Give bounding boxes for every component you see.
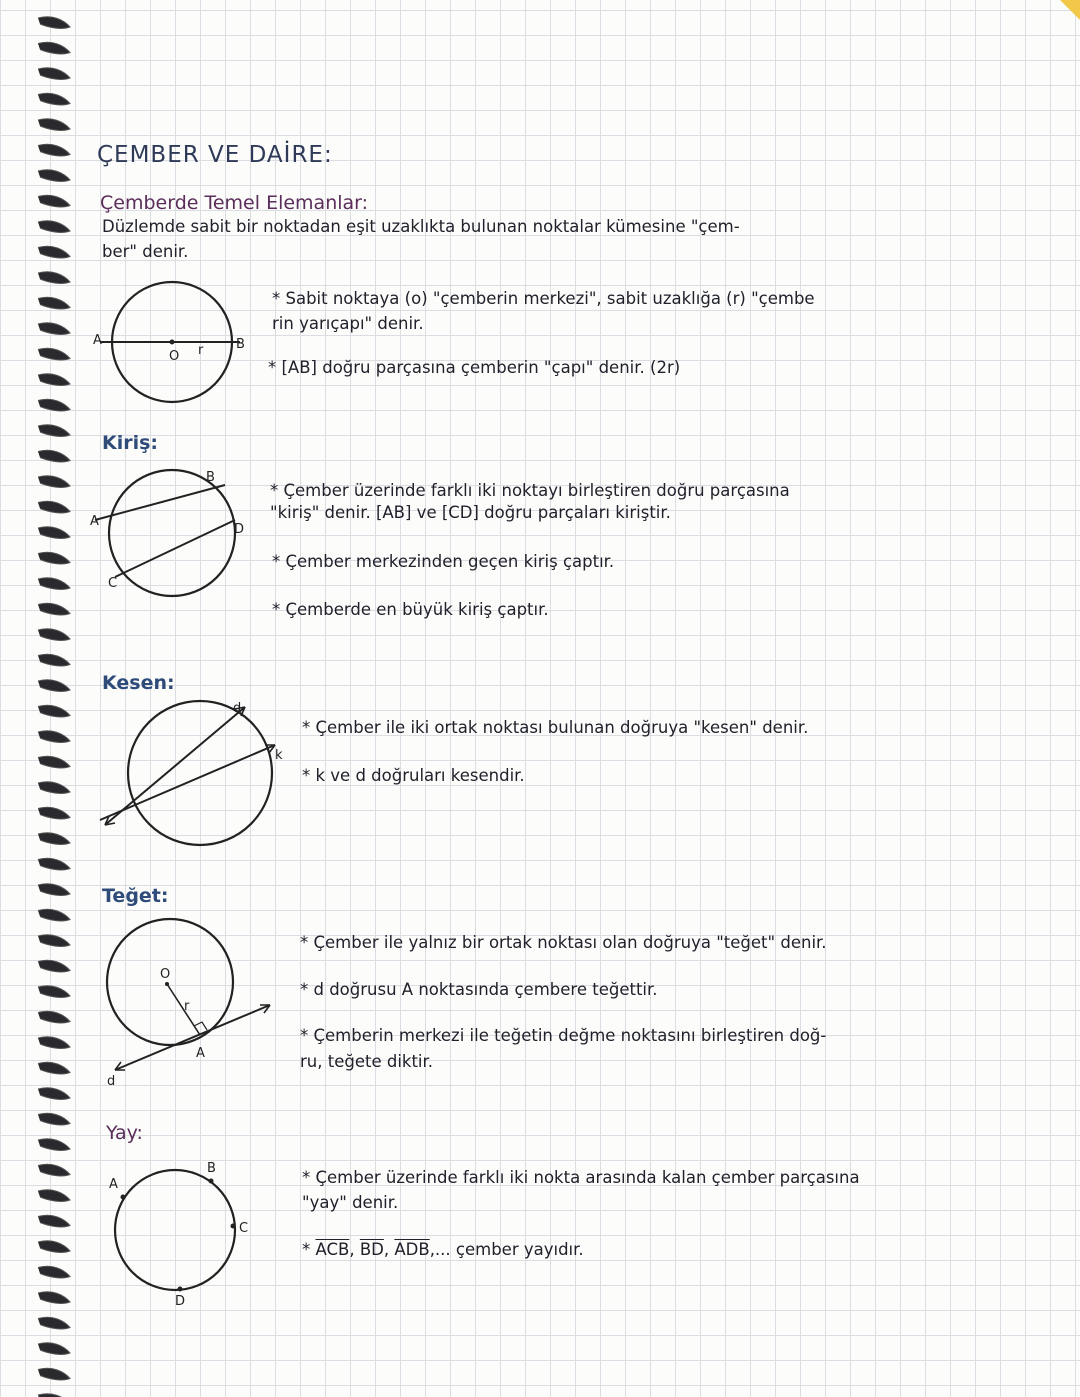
label-C: C xyxy=(108,576,118,591)
teget-note-3-line-1: * Çemberin merkezi ile teğetin değme noktasını birleştiren doğ- xyxy=(300,1026,827,1045)
spiral-ring xyxy=(38,909,70,921)
spiral-ring xyxy=(38,1343,70,1355)
yay-note-2-suffix: ,... çember yayıdır. xyxy=(429,1240,584,1259)
label-d: d xyxy=(233,701,242,716)
spiral-ring xyxy=(38,170,70,182)
temel-note-1-line-1: * Sabit noktaya (o) "çemberin merkezi", sabit uzaklığa (r) "çembe xyxy=(272,289,815,308)
section-heading-teget: Teğet: xyxy=(102,885,169,907)
figure-diameter xyxy=(90,280,260,410)
label-C: C xyxy=(239,1221,249,1236)
spiral-ring xyxy=(38,1011,70,1023)
kiris-note-1-line-1: * Çember üzerinde farklı iki noktayı birleştiren doğru parçasına xyxy=(270,481,790,500)
section-heading-yay: Yay: xyxy=(106,1122,143,1144)
teget-note-1: * Çember ile yalnız bir ortak noktası olan doğruya "teğet" denir. xyxy=(300,933,827,952)
spiral-ring xyxy=(38,119,70,131)
spiral-ring xyxy=(38,527,70,539)
section-heading-temel: Çemberde Temel Elemanlar: xyxy=(100,192,369,214)
spiral-ring xyxy=(38,960,70,972)
spiral-ring xyxy=(38,348,70,360)
spiral-ring xyxy=(38,374,70,386)
label-O: O xyxy=(160,967,171,982)
spiral-ring xyxy=(38,1164,70,1176)
spiral-ring xyxy=(38,833,70,845)
kiris-note-3: * Çemberde en büyük kiriş çaptır. xyxy=(272,600,549,619)
spiral-ring xyxy=(38,501,70,513)
spiral-ring xyxy=(38,1088,70,1100)
spiral-ring xyxy=(38,399,70,411)
definition-line-2: ber" denir. xyxy=(102,242,189,261)
label-D: D xyxy=(234,522,245,537)
spiral-ring xyxy=(38,1266,70,1278)
spiral-binding xyxy=(0,0,80,1397)
spiral-ring xyxy=(38,1037,70,1049)
spiral-ring xyxy=(38,144,70,156)
spiral-ring xyxy=(38,680,70,692)
spiral-ring xyxy=(38,1241,70,1253)
spiral-ring xyxy=(38,807,70,819)
label-B: B xyxy=(207,1161,216,1176)
label-D: D xyxy=(175,1294,186,1309)
spiral-ring xyxy=(38,68,70,80)
yay-note-2-prefix: * xyxy=(302,1240,311,1259)
section-heading-kesen: Kesen: xyxy=(102,672,175,694)
temel-note-2: * [AB] doğru parçasına çemberin "çapı" denir. (2r) xyxy=(268,358,681,377)
spiral-ring xyxy=(38,578,70,590)
label-A: A xyxy=(93,333,102,348)
spiral-ring xyxy=(38,476,70,488)
spiral-ring xyxy=(38,782,70,794)
spiral-ring xyxy=(38,935,70,947)
spiral-ring xyxy=(38,884,70,896)
spiral-ring xyxy=(38,1190,70,1202)
figure-arc xyxy=(105,1160,265,1310)
teget-note-3-line-2: ru, teğete diktir. xyxy=(300,1052,434,1071)
spiral-ring xyxy=(38,858,70,870)
spiral-ring xyxy=(38,603,70,615)
label-d: d xyxy=(107,1074,116,1089)
spiral-ring xyxy=(38,450,70,462)
page-title: ÇEMBER VE DAİRE: xyxy=(97,142,333,168)
kiris-note-1-line-2: "kiriş" denir. [AB] ve [CD] doğru parçaları kiriştir. xyxy=(270,503,671,522)
temel-note-1-line-2: rin yarıçapı" denir. xyxy=(272,314,424,333)
spiral-ring xyxy=(38,705,70,717)
figure-tangent xyxy=(100,925,290,1089)
spiral-ring xyxy=(38,1292,70,1304)
teget-note-2: * d doğrusu A noktasında çembere teğettir. xyxy=(300,980,658,999)
spiral-ring xyxy=(38,552,70,564)
spiral-ring xyxy=(38,1317,70,1329)
spiral-ring xyxy=(38,272,70,284)
spiral-ring xyxy=(38,629,70,641)
label-O: O xyxy=(169,349,180,364)
spiral-ring xyxy=(38,17,70,29)
spiral-ring xyxy=(38,42,70,54)
spiral-ring xyxy=(38,1139,70,1151)
kesen-note-1: * Çember ile iki ortak noktası bulunan doğruya "kesen" denir. xyxy=(302,718,809,737)
spiral-ring xyxy=(38,654,70,666)
spiral-ring xyxy=(38,731,70,743)
arc-ACB: $\overline{ACB}$ xyxy=(315,1240,350,1259)
spiral-ring xyxy=(38,1368,70,1380)
kiris-note-2: * Çember merkezinden geçen kiriş çaptır. xyxy=(272,552,615,571)
label-r: r xyxy=(184,999,190,1014)
arc-ADB: $\overline{ADB}$ xyxy=(394,1240,430,1259)
label-A: A xyxy=(109,1177,118,1192)
label-B: B xyxy=(206,470,215,485)
spiral-ring xyxy=(38,221,70,233)
label-B: B xyxy=(236,337,245,352)
spiral-ring xyxy=(38,195,70,207)
spiral-ring xyxy=(38,297,70,309)
spiral-ring xyxy=(38,756,70,768)
spiral-ring xyxy=(38,425,70,437)
kesen-note-2: * k ve d doğruları kesendir. xyxy=(302,766,525,785)
label-A: A xyxy=(196,1046,205,1061)
spiral-ring xyxy=(38,1215,70,1227)
spiral-ring xyxy=(38,1062,70,1074)
label-A: A xyxy=(90,514,99,529)
spiral-ring xyxy=(38,246,70,258)
section-heading-kiris: Kiriş: xyxy=(102,432,159,454)
yay-note-1-line-1: * Çember üzerinde farklı iki nokta arasında kalan çember parçasına xyxy=(302,1168,860,1187)
label-k: k xyxy=(275,748,283,763)
yay-note-2: * $\overline{ACB}$, $\overline{BD}$, $\overline{ADB}$,... çember yayıdır. xyxy=(302,1240,584,1259)
arc-BD: $\overline{BD}$ xyxy=(359,1240,384,1259)
spiral-ring xyxy=(38,323,70,335)
yay-note-1-line-2: "yay" denir. xyxy=(302,1193,399,1212)
spiral-ring xyxy=(38,986,70,998)
spiral-ring xyxy=(38,93,70,105)
label-r: r xyxy=(198,343,204,358)
definition-line-1: Düzlemde sabit bir noktadan eşit uzaklıkta bulunan noktalar kümesine "çem- xyxy=(102,217,740,236)
page-corner-highlight xyxy=(1040,0,1080,20)
spiral-ring xyxy=(38,1113,70,1125)
figure-secant xyxy=(95,695,295,835)
figure-chord xyxy=(90,465,260,605)
